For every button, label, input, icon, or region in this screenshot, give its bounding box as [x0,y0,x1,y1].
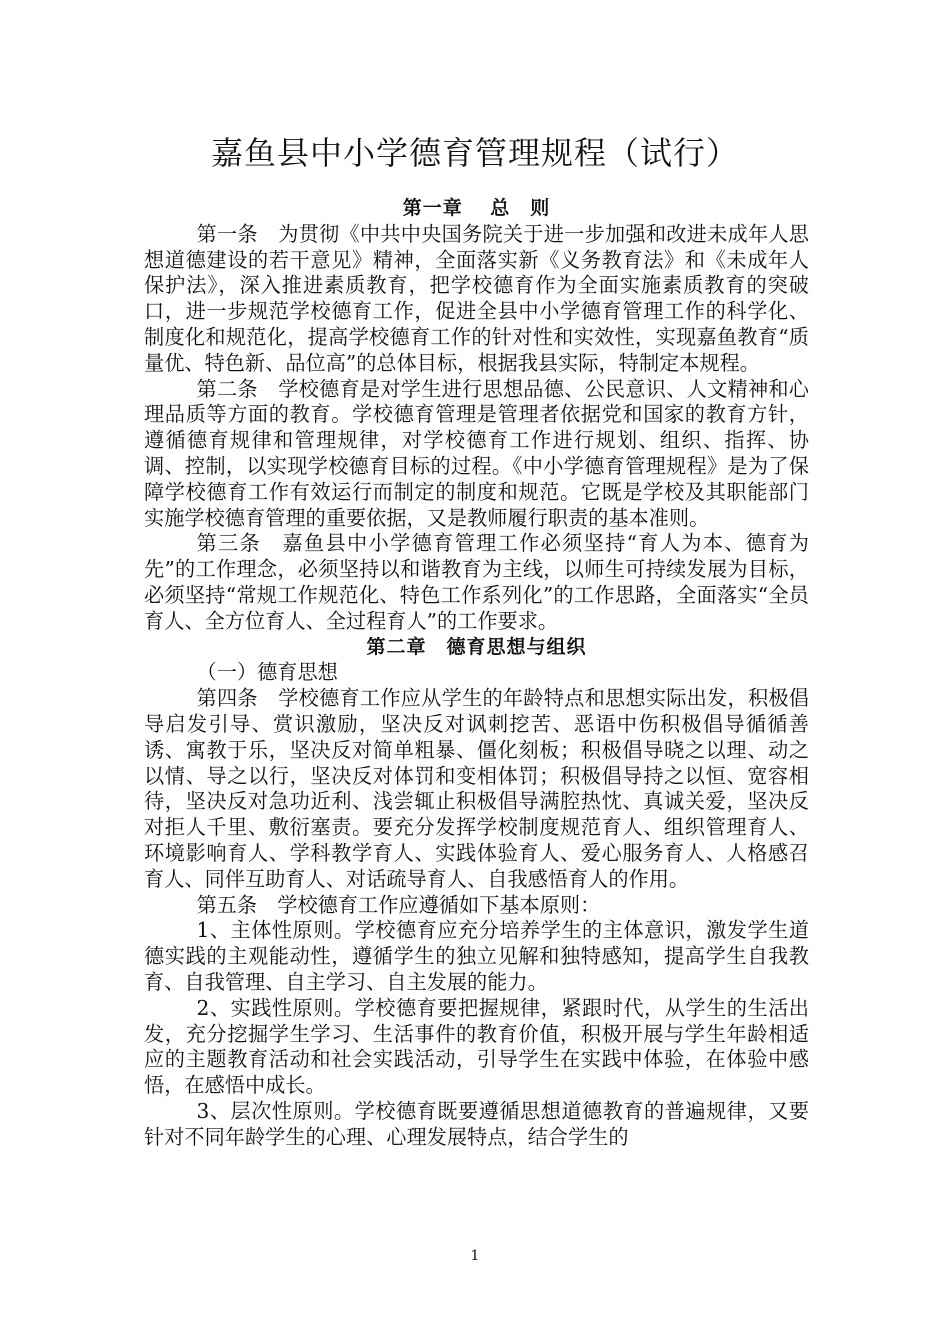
chapter-2-heading: 第二章 德育思想与组织 [366,635,587,658]
article-4: 第四条 学校德育工作应从学生的年龄特点和思想实际出发，积极倡导启发引导、赏识激励，坚决反对讽刺挖苦、恶语中伤积极倡导循循善诱、寓教于乐，坚决反对简单粗暴、僵化刻板；积极倡导晓之以理、动之以情、导之以行，坚决反对体罚和变相体罚；积极倡导持之以恒、宽容相待，坚决反对急功近利、浅尝辄止积极倡导满腔热忱、真诚关爱，坚决反对拒人千里、敷衍塞责。要充分发挥学校制度规范育人、组织管理育人、环境影响育人、学科教学育人、实践体验育人、爱心服务育人、人格感召育人、同伴互助育人、对话疏导育人、自我感悟育人的作用。 [144,686,809,891]
article-3: 第三条 嘉鱼县中小学德育管理工作必须坚持“育人为本、德育为先”的工作理念，必须坚持以和谐教育为主线，以师生可持续发展为目标，必须坚持“常规工作规范化、特色工作系列化”的工作思路，全面落实“全员育人、全方位育人、全过程育人”的工作要求。 [144,531,809,633]
document-title: 嘉鱼县中小学德育管理规程（试行） [210,134,739,172]
principle-3: 3、层次性原则。学校德育既要遵循思想道德教育的普遍规律，又要针对不同年龄学生的心理、心理发展特点，结合学生的 [144,1098,809,1149]
article-1: 第一条 为贯彻《中共中央国务院关于进一步加强和改进未成年人思想道德建设的若干意见》精神，全面落实新《义务教育法》和《未成年人保护法》，深入推进素质教育，把学校德育作为全面实施素质教育的突破口，进一步规范学校德育工作，促进全县中小学德育管理工作的科学化、制度化和规范化，提高学校德育工作的针对性和实效性，实现嘉鱼教育“质量优、特色新、品位高”的总体目标，根据我县实际，特制定本规程。 [144,221,809,375]
page-number: 1 [470,1248,480,1264]
article-2: 第二条 学校德育是对学生进行思想品德、公民意识、人文精神和心理品质等方面的教育。学校德育管理是管理者依据党和国家的教育方针，遵循德育规律和管理规律，对学校德育工作进行规划、组织、指挥、协调、控制，以实现学校德育目标的过程。《中小学德育管理规程》是为了保障学校德育工作有效运行而制定的制度和规范。它既是学校及其职能部门实施学校德育管理的重要依据，又是教师履行职责的基本准则。 [144,376,809,530]
document-body [144,196,809,1150]
principle-2: 2、实践性原则。学校德育要把握规律，紧跟时代，从学生的生活出发，充分挖掘学生学习、生活事件的教育价值，积极开展与学生年龄相适应的主题教育活动和社会实践活动，引导学生在实践中体验，在体验中感悟，在感悟中成长。 [144,995,809,1098]
chapter-1-heading: 第一章 总 则 [402,197,551,219]
section-heading: （一）德育思想 [196,660,338,685]
article-5: 第五条 学校德育工作应遵循如下基本原则： [196,892,601,917]
principle-1: 1、主体性原则。学校德育应充分培养学生的主体意识，激发学生道德实践的主观能动性，遵循学生的独立见解和独特感知，提高学生自我教育、自我管理、自主学习、自主发展的能力。 [144,918,809,994]
